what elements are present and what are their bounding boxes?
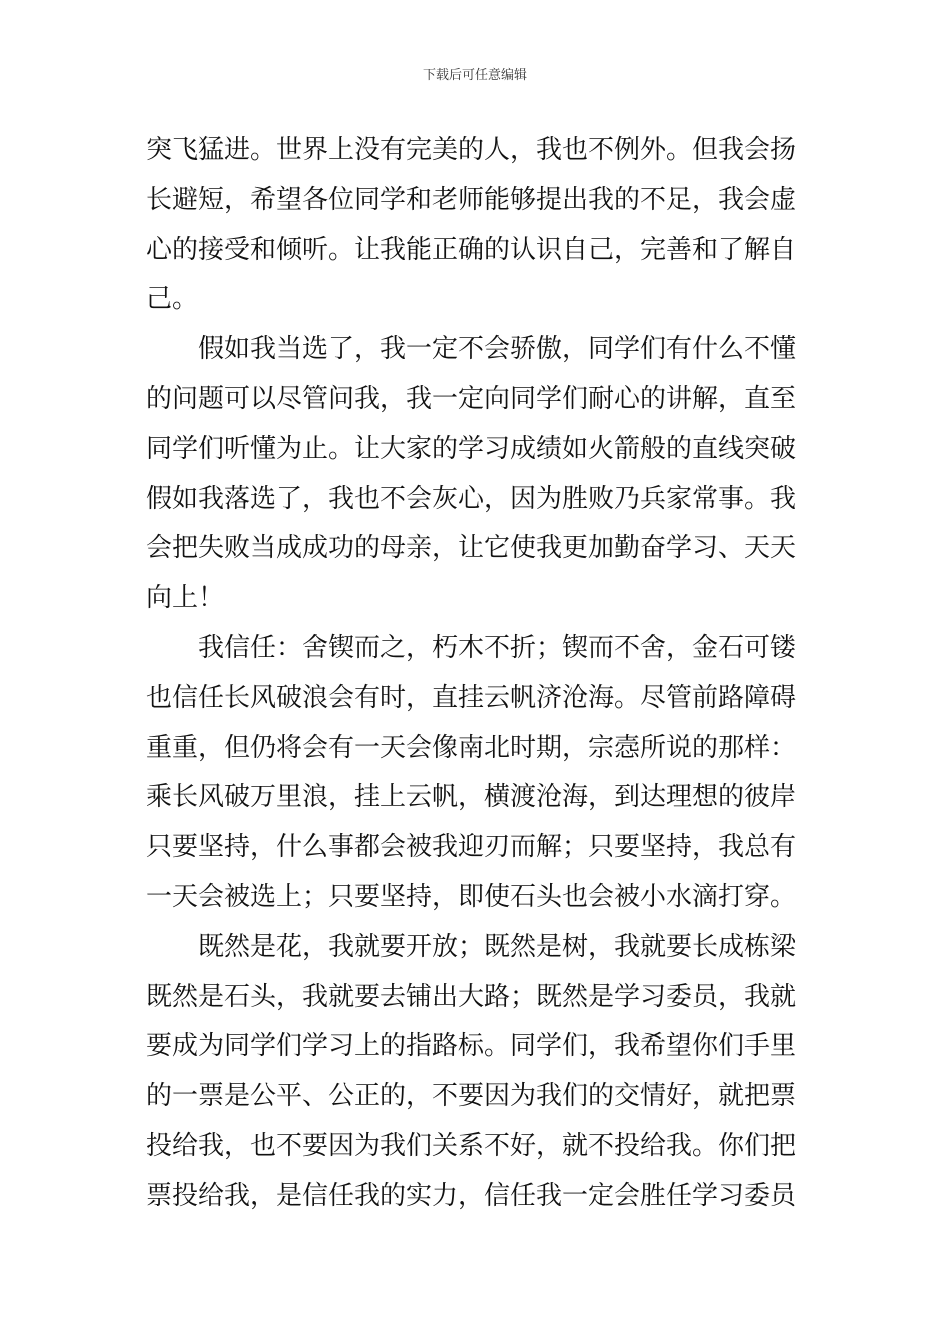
- text-line: 的一票是公平、公正的，不要因为我们的交情好，就把票: [146, 1081, 797, 1112]
- text-line: 一天会被选上；只要坚持，即使石头也会被小水滴打穿。: [146, 881, 797, 912]
- text-line: 既然是石头，我就要去铺出大路；既然是学习委员，我就: [146, 981, 797, 1012]
- text-line: 己。: [146, 284, 199, 315]
- text-line: 假如我落选了，我也不会灰心，因为胜败乃兵家常事。我: [146, 483, 797, 514]
- text-line: 乘长风破万里浪，挂上云帆，横渡沧海，到达理想的彼岸: [146, 782, 797, 813]
- text-line: 的问题可以尽管问我，我一定向同学们耐心的讲解，直至: [146, 383, 797, 414]
- text-line: 向上！: [146, 583, 225, 614]
- text-line: 投给我，也不要因为我们关系不好，就不投给我。你们把: [146, 1130, 797, 1161]
- text-line: 长避短，希望各位同学和老师能够提出我的不足，我会虚: [146, 184, 797, 215]
- text-line: 会把失败当成成功的母亲，让它使我更加勤奋学习、天天: [146, 533, 797, 564]
- paragraph-start-line: 我信任：舍锲而之，朽木不折；锲而不舍，金石可镂: [198, 632, 797, 663]
- header-note: 下载后可任意编辑: [422, 68, 527, 83]
- text-line: 只要坚持，什么事都会被我迎刃而解；只要坚持，我总有: [146, 832, 797, 863]
- body-text: [146, 126, 810, 1222]
- text-line: 也信任长风破浪会有时，直挂云帆济沧海。尽管前路障碍: [146, 682, 797, 713]
- text-line: 要成为同学们学习上的指路标。同学们，我希望你们手里: [146, 1031, 797, 1062]
- paragraph-start-line: 既然是花，我就要开放；既然是树，我就要长成栋梁: [198, 931, 797, 962]
- paragraph-start-line: 假如我当选了，我一定不会骄傲，同学们有什么不懂: [198, 334, 797, 365]
- text-line: 重重，但仍将会有一天会像南北时期，宗悫所说的那样：: [146, 732, 797, 763]
- text-line: 心的接受和倾听。让我能正确的认识自己，完善和了解自: [146, 234, 797, 265]
- text-line: 突飞猛进。世界上没有完美的人，我也不例外。但我会扬: [146, 135, 797, 165]
- text-line: 同学们听懂为止。让大家的学习成绩如火箭般的直线突破: [146, 433, 797, 464]
- text-line: 票投给我，是信任我的实力，信任我一定会胜任学习委员: [146, 1180, 797, 1211]
